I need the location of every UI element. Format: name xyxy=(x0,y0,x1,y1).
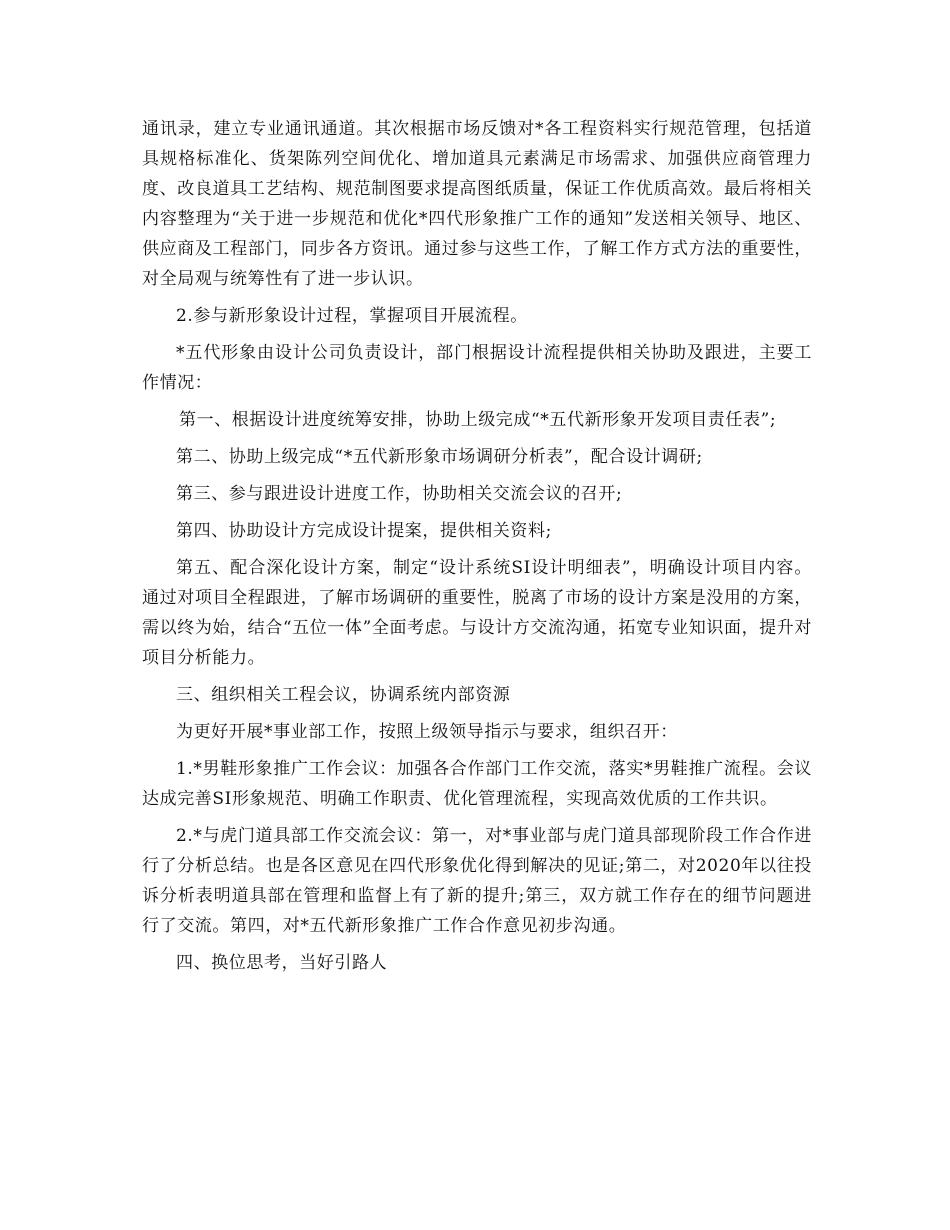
paragraph-step-5: 第五、配合深化设计方案，制定“设计系统SI设计明细表”，明确设计项目内容。通过对项目全程跟进，了解市场调研的重要性，脱离了市场的设计方案是没用的方案，需以终为始，结合“五位一体”全面考虑。与设计方交流沟通，拓宽专业知识面，提升对项目分析能力。 xyxy=(142,558,812,668)
section-heading-3: 三、组织相关工程会议，协调系统内部资源 xyxy=(176,685,511,705)
paragraph-item-heading: 2.参与新形象设计过程，掌握项目开展流程。 xyxy=(176,306,528,326)
paragraph-step-1: 第一、根据设计进度统筹安排，协助上级完成“*五代新形象开发项目责任表”; xyxy=(179,410,777,430)
paragraph-step-3: 第三、参与跟进设计进度工作，协助相关交流会议的召开; xyxy=(176,484,623,504)
document-body xyxy=(142,114,812,985)
paragraph-continuation: 通讯录，建立专业通讯通道。其次根据市场反馈对*各工程资料实行规范管理，包括道具规格标准化、货架陈列空间优化、增加道具元素满足市场需求、加强供应商管理力度、改良道具工艺结构、规范制图要求提高图纸质量，保证工作优质高效。最后将相关内容整理为“关于进一步规范和优化*四代形象推广工作的通知”发送相关领导、地区、供应商及工程部门，同步各方资讯。通过参与这些工作，了解工作方式方法的重要性，对全局观与统筹性有了进一步认识。 xyxy=(142,119,812,289)
paragraph-text: *五代形象由设计公司负责设计，部门根据设计流程提供相关协助及跟进，主要工作情况： xyxy=(142,343,812,393)
paragraph-meeting-2: 2.*与虎门道具部工作交流会议：第一，对*事业部与虎门道具部现阶段工作合作进行了分析总结。也是各区意见在四代形象优化得到解决的见证;第二，对2020年以往投诉分析表明道具部在管理和监督上有了新的提升;第三，双方就工作存在的细节问题进行了交流。第四，对*五代新形象推广工作合作意见初步沟通。 xyxy=(142,826,812,936)
paragraph-meeting-1: 1.*男鞋形象推广工作会议：加强各合作部门工作交流，落实*男鞋推广流程。会议达成完善SI形象规范、明确工作职责、优化管理流程，实现高效优质的工作共识。 xyxy=(142,759,812,809)
paragraph-step-2: 第二、协助上级完成“*五代新形象市场调研分析表”，配合设计调研; xyxy=(176,447,703,467)
paragraph-step-4: 第四、协助设计方完成设计提案，提供相关资料; xyxy=(176,521,552,541)
section-heading-4: 四、换位思考，当好引路人 xyxy=(176,953,388,973)
paragraph-text: 为更好开展*事业部工作，按照上级领导指示与要求，组织召开： xyxy=(176,722,678,742)
